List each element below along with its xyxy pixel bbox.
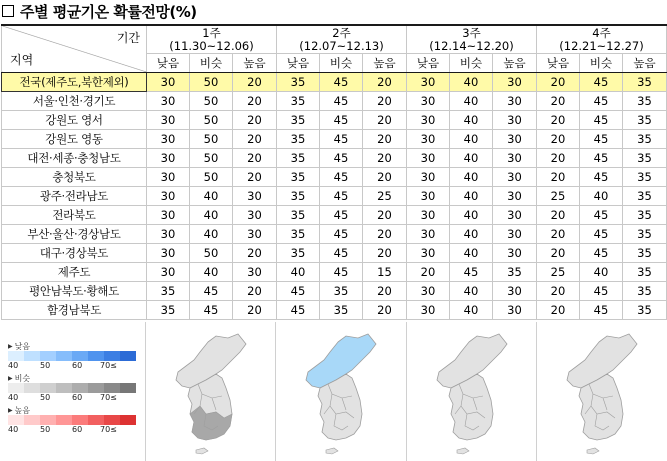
value-cell: 35: [493, 263, 537, 282]
table-row: [2, 130, 667, 149]
value-cell: 45: [580, 149, 623, 168]
value-cell: 35: [147, 282, 190, 301]
value-cell: 35: [623, 73, 667, 92]
value-cell: 40: [190, 206, 233, 225]
region-cell: 대구·경상북도: [2, 244, 147, 263]
region-cell: 함경남북도: [2, 301, 147, 320]
value-cell: 45: [320, 187, 363, 206]
legend-ticks: [8, 393, 136, 403]
value-cell: 20: [407, 263, 450, 282]
value-cell: 20: [537, 244, 580, 263]
legend-swatch: [56, 415, 72, 425]
legend-swatch: [120, 415, 136, 425]
value-cell: 20: [537, 130, 580, 149]
korea-map-icon: [276, 322, 406, 461]
value-cell: 35: [277, 92, 320, 111]
value-cell: 50: [190, 130, 233, 149]
legend-tick: 60: [72, 393, 83, 402]
legend-tick: 70≤: [100, 361, 117, 370]
map-week-1: [145, 322, 275, 461]
value-cell: 35: [623, 282, 667, 301]
region-cell: 충청북도: [2, 168, 147, 187]
legend-tick: 70≤: [100, 425, 117, 434]
value-cell: 30: [493, 73, 537, 92]
value-cell: 30: [407, 92, 450, 111]
value-cell: 35: [623, 225, 667, 244]
value-cell: 45: [320, 73, 363, 92]
value-cell: 40: [190, 187, 233, 206]
value-cell: 45: [190, 301, 233, 320]
legend-swatch: [104, 415, 120, 425]
table-corner-header: [2, 25, 147, 73]
value-cell: 25: [363, 187, 407, 206]
table-row: [2, 92, 667, 111]
value-cell: 35: [147, 301, 190, 320]
value-cell: 30: [493, 168, 537, 187]
value-cell: 45: [580, 301, 623, 320]
legend-swatch: [40, 415, 56, 425]
table-body: [2, 73, 667, 320]
legend-tick: 60: [72, 361, 83, 370]
table-row: [2, 301, 667, 320]
legend-swatch: [8, 351, 24, 361]
value-cell: 40: [450, 244, 493, 263]
value-cell: 30: [493, 130, 537, 149]
week-name: 3주: [462, 26, 481, 40]
legend-color-bar: [8, 351, 136, 361]
value-cell: 20: [233, 149, 277, 168]
region-cell: 강원도 영동: [2, 130, 147, 149]
legend-swatch: [104, 351, 120, 361]
value-cell: 35: [277, 111, 320, 130]
value-cell: 30: [493, 244, 537, 263]
value-cell: 40: [450, 168, 493, 187]
legend-swatch: [120, 383, 136, 393]
value-cell: 35: [320, 282, 363, 301]
value-cell: 45: [580, 111, 623, 130]
map-week-3: [406, 322, 536, 461]
region-label: 지역: [10, 53, 34, 67]
value-cell: 20: [363, 168, 407, 187]
legend-label: [8, 342, 144, 351]
legend-color-bar: [8, 415, 136, 425]
value-cell: 50: [190, 92, 233, 111]
sub-header-cell: 높음: [623, 54, 667, 73]
value-cell: 30: [233, 206, 277, 225]
value-cell: 45: [320, 206, 363, 225]
value-cell: 20: [537, 111, 580, 130]
region-cell: 대전·세종·충청남도: [2, 149, 147, 168]
value-cell: 35: [277, 73, 320, 92]
value-cell: 30: [407, 225, 450, 244]
week-header-1: [147, 25, 277, 54]
legend-tick: 70≤: [100, 393, 117, 402]
value-cell: 30: [493, 225, 537, 244]
legend-label: [8, 374, 144, 383]
value-cell: 30: [407, 301, 450, 320]
legend-swatch: [24, 415, 40, 425]
value-cell: 35: [623, 111, 667, 130]
sub-header-cell: 높음: [233, 54, 277, 73]
table-row: [2, 168, 667, 187]
value-cell: 20: [537, 282, 580, 301]
value-cell: 45: [320, 92, 363, 111]
triangle-bullet-icon: ▶: [8, 407, 13, 414]
value-cell: 20: [233, 111, 277, 130]
value-cell: 30: [147, 263, 190, 282]
table-row: [2, 206, 667, 225]
value-cell: 40: [450, 73, 493, 92]
legend-tick: 50: [40, 361, 51, 370]
value-cell: 30: [493, 111, 537, 130]
sub-header-cell: 비슷: [320, 54, 363, 73]
value-cell: 35: [277, 244, 320, 263]
value-cell: 30: [147, 168, 190, 187]
value-cell: 20: [233, 73, 277, 92]
legend-ticks: [8, 361, 136, 371]
map-week-2: [275, 322, 405, 461]
value-cell: 45: [580, 225, 623, 244]
legend-swatch: [120, 351, 136, 361]
table-row: [2, 73, 667, 92]
value-cell: 45: [320, 111, 363, 130]
value-cell: 40: [450, 149, 493, 168]
value-cell: 40: [450, 130, 493, 149]
value-cell: 35: [277, 149, 320, 168]
value-cell: 30: [407, 149, 450, 168]
value-cell: 40: [580, 187, 623, 206]
week-header-3: [407, 25, 537, 54]
value-cell: 30: [493, 282, 537, 301]
legend-label: [8, 406, 144, 415]
legend-label-text: 높음: [14, 406, 31, 415]
value-cell: 35: [623, 263, 667, 282]
value-cell: 40: [277, 263, 320, 282]
map-strip: [145, 322, 666, 461]
value-cell: 45: [320, 263, 363, 282]
value-cell: 20: [363, 92, 407, 111]
legend-tick: 50: [40, 393, 51, 402]
legend-swatch: [72, 415, 88, 425]
value-cell: 20: [363, 206, 407, 225]
week-header-4: [537, 25, 667, 54]
value-cell: 45: [580, 130, 623, 149]
table-row: [2, 111, 667, 130]
page-title: [2, 0, 197, 22]
value-cell: 30: [147, 111, 190, 130]
legend-swatch: [104, 383, 120, 393]
sub-header-cell: 낮음: [407, 54, 450, 73]
value-cell: 30: [233, 225, 277, 244]
sub-header-cell: 비슷: [580, 54, 623, 73]
value-cell: 45: [320, 225, 363, 244]
region-cell: 제주도: [2, 263, 147, 282]
value-cell: 45: [450, 263, 493, 282]
value-cell: 30: [407, 282, 450, 301]
value-cell: 20: [537, 206, 580, 225]
legend-color-bar: [8, 383, 136, 393]
value-cell: 40: [450, 92, 493, 111]
legend-swatch: [56, 383, 72, 393]
value-cell: 30: [407, 244, 450, 263]
legend-tick: 60: [72, 425, 83, 434]
value-cell: 20: [363, 73, 407, 92]
value-cell: 30: [233, 263, 277, 282]
value-cell: 35: [623, 301, 667, 320]
value-cell: 35: [277, 168, 320, 187]
value-cell: 15: [363, 263, 407, 282]
legend-tick: 50: [40, 425, 51, 434]
value-cell: 20: [537, 225, 580, 244]
value-cell: 20: [537, 73, 580, 92]
value-cell: 20: [363, 282, 407, 301]
value-cell: 30: [147, 225, 190, 244]
legend: [8, 342, 144, 438]
value-cell: 30: [147, 244, 190, 263]
value-cell: 20: [363, 149, 407, 168]
map-week-4: [536, 322, 666, 461]
value-cell: 30: [147, 92, 190, 111]
legend-group: [8, 342, 144, 371]
value-cell: 25: [537, 187, 580, 206]
sub-header-cell: 낮음: [277, 54, 320, 73]
value-cell: 40: [450, 282, 493, 301]
legend-ticks: [8, 425, 136, 435]
table-row: [2, 263, 667, 282]
value-cell: 40: [450, 206, 493, 225]
region-cell: 광주·전라남도: [2, 187, 147, 206]
legend-swatch: [40, 383, 56, 393]
sub-header-cell: 높음: [363, 54, 407, 73]
value-cell: 35: [623, 130, 667, 149]
value-cell: 30: [407, 130, 450, 149]
table-row: [2, 149, 667, 168]
value-cell: 35: [623, 187, 667, 206]
legend-swatch: [40, 351, 56, 361]
value-cell: 30: [147, 73, 190, 92]
legend-swatch: [72, 351, 88, 361]
value-cell: 30: [147, 187, 190, 206]
table-row: [2, 282, 667, 301]
week-range: (12.21~12.27): [559, 39, 644, 53]
week-name: 2주: [332, 26, 351, 40]
week-name: 1주: [202, 26, 221, 40]
value-cell: 30: [407, 111, 450, 130]
sub-header-cell: 높음: [493, 54, 537, 73]
value-cell: 45: [580, 168, 623, 187]
week-name: 4주: [592, 26, 611, 40]
legend-swatch: [88, 415, 104, 425]
region-cell: 평안남북도·황해도: [2, 282, 147, 301]
week-range: (12.14~12.20): [429, 39, 514, 53]
legend-group: [8, 406, 144, 435]
value-cell: 30: [407, 187, 450, 206]
value-cell: 45: [277, 301, 320, 320]
legend-swatch: [88, 383, 104, 393]
value-cell: 50: [190, 149, 233, 168]
value-cell: 45: [277, 282, 320, 301]
value-cell: 40: [450, 111, 493, 130]
value-cell: 30: [493, 92, 537, 111]
value-cell: 35: [623, 92, 667, 111]
value-cell: 30: [493, 206, 537, 225]
value-cell: 20: [363, 301, 407, 320]
week-range: (12.07~12.13): [299, 39, 384, 53]
table-row: [2, 244, 667, 263]
value-cell: 40: [190, 225, 233, 244]
value-cell: 30: [147, 206, 190, 225]
value-cell: 35: [277, 187, 320, 206]
value-cell: 30: [493, 187, 537, 206]
value-cell: 25: [537, 263, 580, 282]
region-cell: 전국(제주도,북한제외): [2, 73, 147, 92]
triangle-bullet-icon: ▶: [8, 343, 13, 350]
value-cell: 20: [363, 244, 407, 263]
value-cell: 40: [190, 263, 233, 282]
value-cell: 30: [407, 206, 450, 225]
region-cell: 부산·울산·경상남도: [2, 225, 147, 244]
region-cell: 강원도 영서: [2, 111, 147, 130]
region-cell: 서울·인천·경기도: [2, 92, 147, 111]
value-cell: 45: [580, 73, 623, 92]
legend-tick: 40: [8, 393, 19, 402]
value-cell: 45: [580, 92, 623, 111]
value-cell: 35: [623, 149, 667, 168]
legend-tick: 40: [8, 425, 19, 434]
value-cell: 20: [537, 149, 580, 168]
value-cell: 35: [623, 244, 667, 263]
value-cell: 45: [580, 282, 623, 301]
legend-swatch: [24, 383, 40, 393]
legend-swatch: [8, 383, 24, 393]
korea-map-icon: [537, 322, 667, 461]
sub-header-cell: 낮음: [537, 54, 580, 73]
korea-map-icon: [407, 322, 537, 461]
value-cell: 50: [190, 111, 233, 130]
legend-swatch: [8, 415, 24, 425]
week-header-2: [277, 25, 407, 54]
value-cell: 30: [407, 168, 450, 187]
legend-swatch: [72, 383, 88, 393]
legend-swatch: [88, 351, 104, 361]
value-cell: 45: [320, 149, 363, 168]
forecast-table: [1, 24, 667, 320]
value-cell: 40: [580, 263, 623, 282]
value-cell: 20: [233, 301, 277, 320]
page-title-text: 주별 평균기온 확률전망(%): [20, 2, 197, 21]
value-cell: 35: [623, 206, 667, 225]
legend-label-text: 낮음: [14, 342, 31, 351]
value-cell: 20: [233, 168, 277, 187]
value-cell: 45: [320, 168, 363, 187]
value-cell: 20: [537, 92, 580, 111]
value-cell: 30: [147, 149, 190, 168]
value-cell: 20: [537, 168, 580, 187]
value-cell: 45: [320, 130, 363, 149]
korea-map-icon: [146, 322, 276, 461]
value-cell: 40: [450, 225, 493, 244]
sub-header-cell: 비슷: [190, 54, 233, 73]
value-cell: 35: [277, 225, 320, 244]
value-cell: 30: [493, 149, 537, 168]
table-row: [2, 225, 667, 244]
value-cell: 30: [147, 130, 190, 149]
value-cell: 30: [407, 73, 450, 92]
triangle-bullet-icon: ▶: [8, 375, 13, 382]
value-cell: 20: [363, 111, 407, 130]
value-cell: 45: [190, 282, 233, 301]
value-cell: 20: [363, 130, 407, 149]
legend-group: [8, 374, 144, 403]
value-cell: 45: [320, 244, 363, 263]
sub-header-cell: 낮음: [147, 54, 190, 73]
value-cell: 40: [450, 301, 493, 320]
legend-swatch: [56, 351, 72, 361]
value-cell: 20: [233, 282, 277, 301]
checkbox-square-icon: [2, 5, 14, 17]
value-cell: 20: [233, 244, 277, 263]
value-cell: 45: [580, 244, 623, 263]
value-cell: 30: [233, 187, 277, 206]
region-cell: 전라북도: [2, 206, 147, 225]
sub-header-cell: 비슷: [450, 54, 493, 73]
value-cell: 35: [623, 168, 667, 187]
value-cell: 35: [277, 130, 320, 149]
value-cell: 20: [233, 92, 277, 111]
value-cell: 20: [363, 225, 407, 244]
value-cell: 45: [580, 206, 623, 225]
week-range: (11.30~12.06): [169, 39, 254, 53]
value-cell: 30: [493, 301, 537, 320]
legend-swatch: [24, 351, 40, 361]
table-row: [2, 187, 667, 206]
value-cell: 50: [190, 244, 233, 263]
value-cell: 35: [320, 301, 363, 320]
value-cell: 40: [450, 187, 493, 206]
period-label: 기간: [116, 31, 140, 45]
value-cell: 35: [277, 206, 320, 225]
legend-label-text: 비슷: [14, 374, 31, 383]
value-cell: 50: [190, 168, 233, 187]
value-cell: 20: [537, 301, 580, 320]
value-cell: 50: [190, 73, 233, 92]
value-cell: 20: [233, 130, 277, 149]
legend-tick: 40: [8, 361, 19, 370]
